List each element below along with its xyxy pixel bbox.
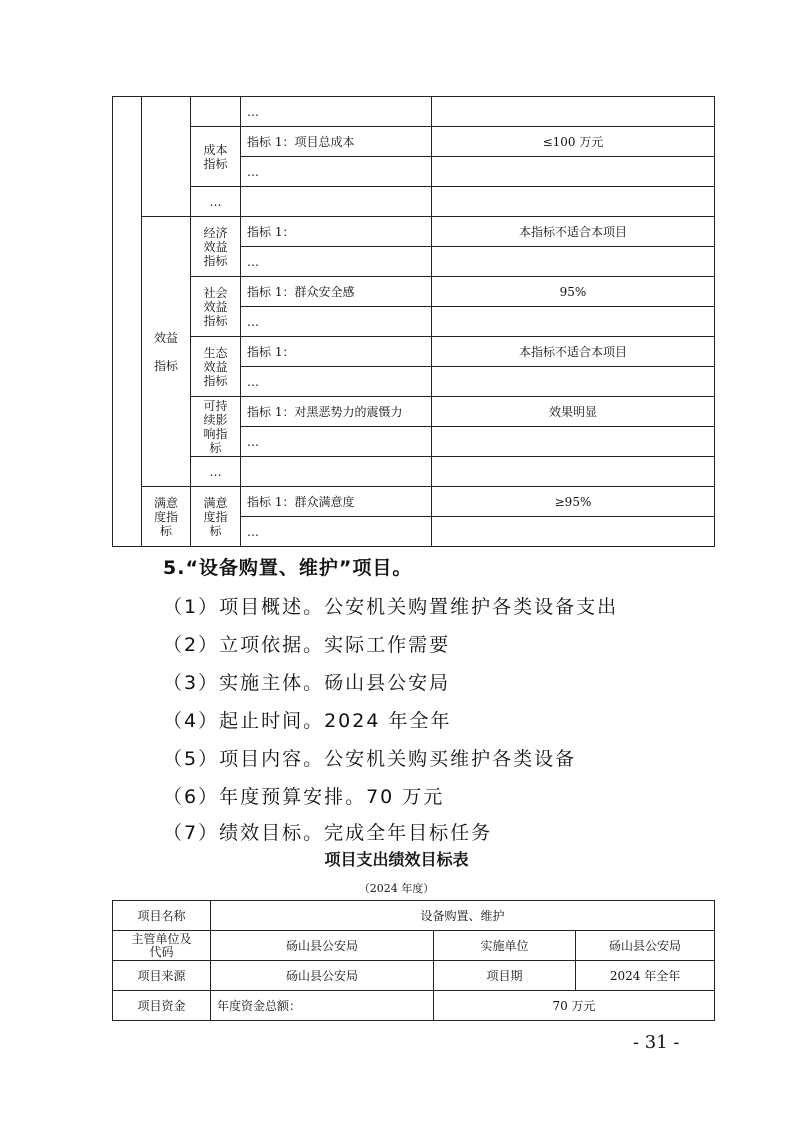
impl-value: 砀山县公安局: [576, 931, 715, 961]
period-value: 2024 年全年: [576, 961, 715, 991]
value-cell: 本指标不适合本项目: [432, 337, 715, 367]
section-item: （7）绩效目标。完成全年目标任务: [163, 822, 493, 844]
empty-cell: [432, 187, 715, 217]
funds-total-value: 70 万元: [434, 991, 715, 1021]
value-cell: [432, 307, 715, 337]
benefit-indicator-label: 效益 指标: [142, 217, 191, 487]
section-heading: 5.“设备购置、维护”项目。: [163, 557, 413, 579]
indicator-cell: 指标 1：项目总成本: [241, 127, 432, 157]
dept-value: 砀山县公安局: [211, 931, 434, 961]
economic-benefit-label: 经济效益指标: [191, 217, 241, 277]
ellipsis-cell: …: [191, 187, 241, 217]
sustainable-impact-label: 可持续影响指标: [191, 397, 241, 457]
indicator-cell: 指标 1：: [241, 217, 432, 247]
cost-indicator-label: 成本指标: [191, 127, 241, 187]
indicator-cell: …: [241, 427, 432, 457]
source-label: 项目来源: [113, 961, 211, 991]
indicator-table: [112, 96, 715, 547]
indicator-cell: …: [241, 157, 432, 187]
indicator-cell: …: [241, 367, 432, 397]
value-cell: 本指标不适合本项目: [432, 217, 715, 247]
social-benefit-label: 社会效益指标: [191, 277, 241, 337]
value-cell: [432, 97, 715, 127]
performance-target-table: [112, 900, 715, 1021]
empty-cell: [241, 457, 432, 487]
indicator-cell: …: [241, 97, 432, 127]
indicator-cell: 指标 1：群众满意度: [241, 487, 432, 517]
value-cell: 95%: [432, 277, 715, 307]
section-item: （2）立项依据。实际工作需要: [163, 634, 451, 656]
satisfaction-sub-label: 满意度指标: [191, 487, 241, 547]
indicator-cell: 指标 1：: [241, 337, 432, 367]
empty-cell: [241, 187, 432, 217]
impl-label: 实施单位: [434, 931, 576, 961]
value-cell: 效果明显: [432, 397, 715, 427]
page-number: - 31 -: [633, 1032, 680, 1053]
project-name-value: 设备购置、维护: [211, 901, 715, 931]
table-title: 项目支出绩效目标表: [324, 850, 469, 869]
indicator-cell: 指标 1：对黑恶势力的震慑力: [241, 397, 432, 427]
dept-label: 主管单位及代码: [113, 931, 211, 961]
indicator-cell: …: [241, 307, 432, 337]
outer-left-column: [113, 97, 142, 547]
section-item: （5）项目内容。公安机关购买维护各类设备: [163, 748, 577, 770]
indicator-cell: …: [241, 247, 432, 277]
output-group-cell: [142, 97, 191, 217]
value-cell: [432, 517, 715, 547]
table-year: （2024 年度）: [358, 882, 435, 895]
value-cell: [432, 247, 715, 277]
value-cell: ≤100 万元: [432, 127, 715, 157]
section-item: （6）年度预算安排。70 万元: [163, 786, 445, 808]
indicator-cell: 指标 1：群众安全感: [241, 277, 432, 307]
value-cell: [432, 367, 715, 397]
section-item: （1）项目概述。公安机关购置维护各类设备支出: [163, 596, 619, 618]
empty-cell: [432, 457, 715, 487]
ellipsis-cell: …: [191, 457, 241, 487]
ecological-benefit-label: 生态效益指标: [191, 337, 241, 397]
indicator-cell: …: [241, 517, 432, 547]
project-name-label: 项目名称: [113, 901, 211, 931]
blank-sub-cell: [191, 97, 241, 127]
section-item: （4）起止时间。2024 年全年: [163, 710, 452, 732]
source-value: 砀山县公安局: [211, 961, 434, 991]
period-label: 项目期: [434, 961, 576, 991]
section-item: （3）实施主体。砀山县公安局: [163, 672, 451, 694]
value-cell: ≥95%: [432, 487, 715, 517]
funds-label: 项目资金: [113, 991, 211, 1021]
value-cell: [432, 157, 715, 187]
funds-total-label: 年度资金总额：: [211, 991, 434, 1021]
satisfaction-group-label: 满意度指标: [142, 487, 191, 547]
value-cell: [432, 427, 715, 457]
